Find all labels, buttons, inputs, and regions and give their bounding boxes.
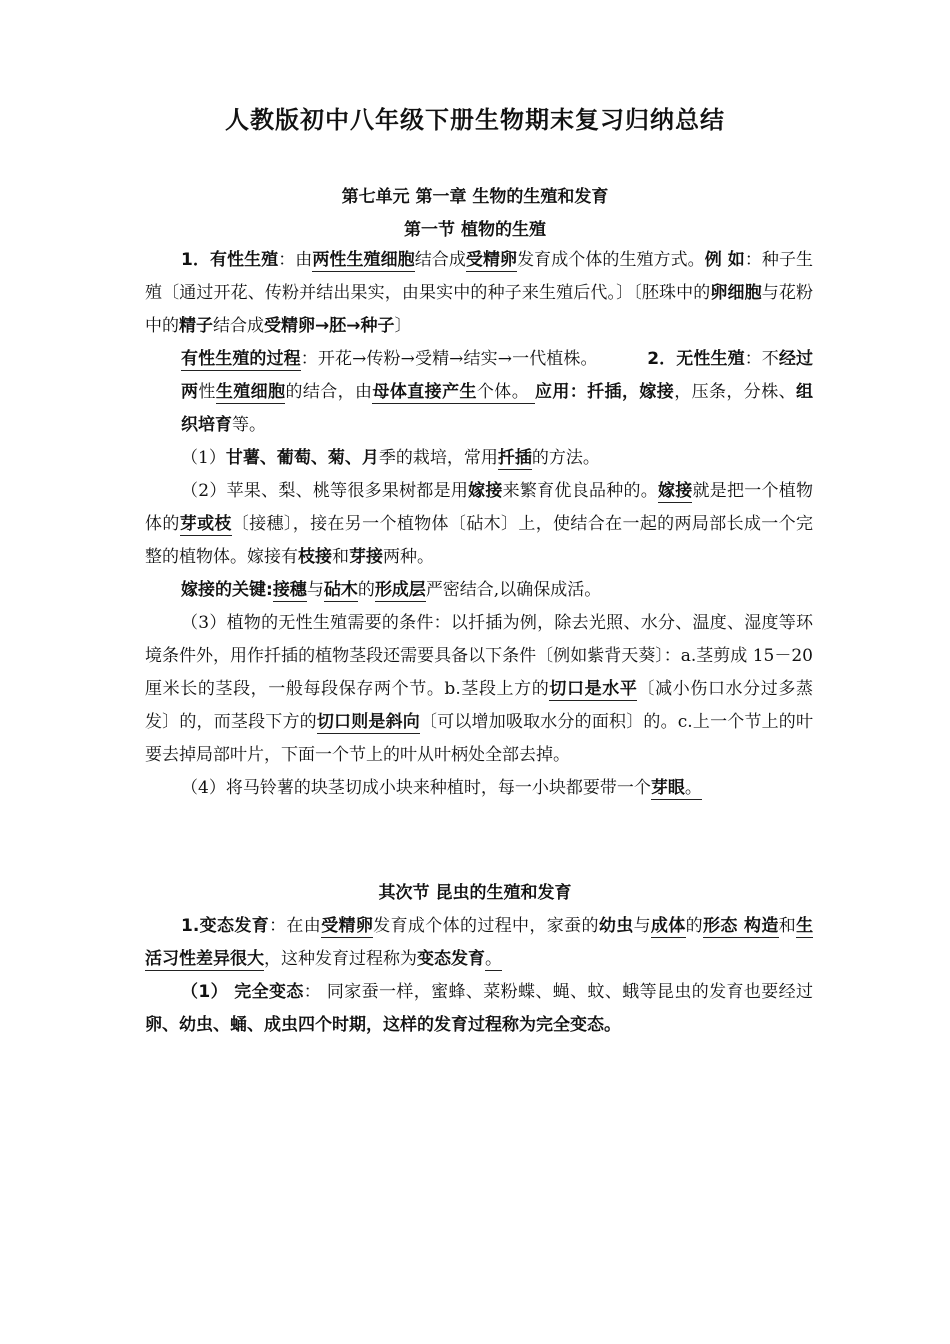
paragraph-complete-metamorphosis: （1） 完全变态： 同家蚕一样，蜜蜂、菜粉蝶、蝇、蚊、蛾等昆虫的发育也要经过卵、幼虫、蛹、成虫四个时期，这样的发育过程称为完全变态。 (145, 982, 814, 1035)
paragraph-grafting-key: 嫁接的关键:接穗与砧木的形成层严密结合,以确保成活。 (181, 580, 602, 600)
paragraph-metamorphosis: 1.变态发育：在由受精卵发育成个体的过程中，家蚕的幼虫与成体的形态 构造和生活习性差异很大，这种发育过程称为变态发育。 (145, 916, 814, 969)
paragraph-cutting: （1）甘薯、葡萄、菊、月季的栽培，常用扦插的方法。 (181, 448, 600, 468)
paragraph-asexual-reproduction: 有性生殖的过程：开花→传粉→受精→结实→一代植株。 2．无性生殖：不经过两性生殖细胞的结合，由母体直接产生个体。 应用：扦插，嫁接，压条，分株、组织培育等。 (181, 349, 814, 435)
section1-body (145, 244, 813, 805)
document-title: 人教版初中八年级下册生物期末复习归纳总结 (225, 106, 725, 134)
section2-body (145, 910, 813, 1042)
paragraph-potato: （4）将马铃薯的块茎切成小块来种植时，每一小块都要带一个芽眼。 (181, 778, 702, 798)
section1-heading: 第一节 植物的生殖 (404, 220, 546, 240)
paragraph-grafting: （2）苹果、梨、桃等很多果树都是用嫁接来繁育优良品种的。嫁接就是把一个植物体的芽或枝〔接穗〕，接在另一个植物体〔砧木〕上，使结合在一起的两局部长成一个完整的植物体。嫁接有枝接和芽接两种。 (145, 481, 814, 567)
paragraph-conditions: （3）植物的无性生殖需要的条件：以扦插为例，除去光照、水分、温度、湿度等环境条件外，用作扦插的植物茎段还需要具备以下条件〔例如紫背天葵〕：a.茎剪成 15－20 厘米长的茎段，一般每段保存两个节。b.茎段上方的切口是水平〔减小伤口水分过多蒸发〕的，而茎段下方的切口则是斜向〔可以增加吸取水分的面积〕的。c.上一个节上的叶要去掉局部叶片，下面一个节上的叶从叶柄处全部去掉。 (145, 613, 814, 765)
unit-heading: 第七单元 第一章 生物的生殖和发育 (341, 187, 609, 207)
paragraph-sexual-reproduction: 1．有性生殖：由两性生殖细胞结合成受精卵发育成个体的生殖方式。例 如：种子生殖〔通过开花、传粉并结出果实，由果实中的种子来生殖后代。〕〔胚珠中的卵细胞与花粉中的精子结合成受精卵→胚→种子〕 (145, 250, 814, 336)
section2-heading: 其次节 昆虫的生殖和发育 (378, 883, 572, 903)
